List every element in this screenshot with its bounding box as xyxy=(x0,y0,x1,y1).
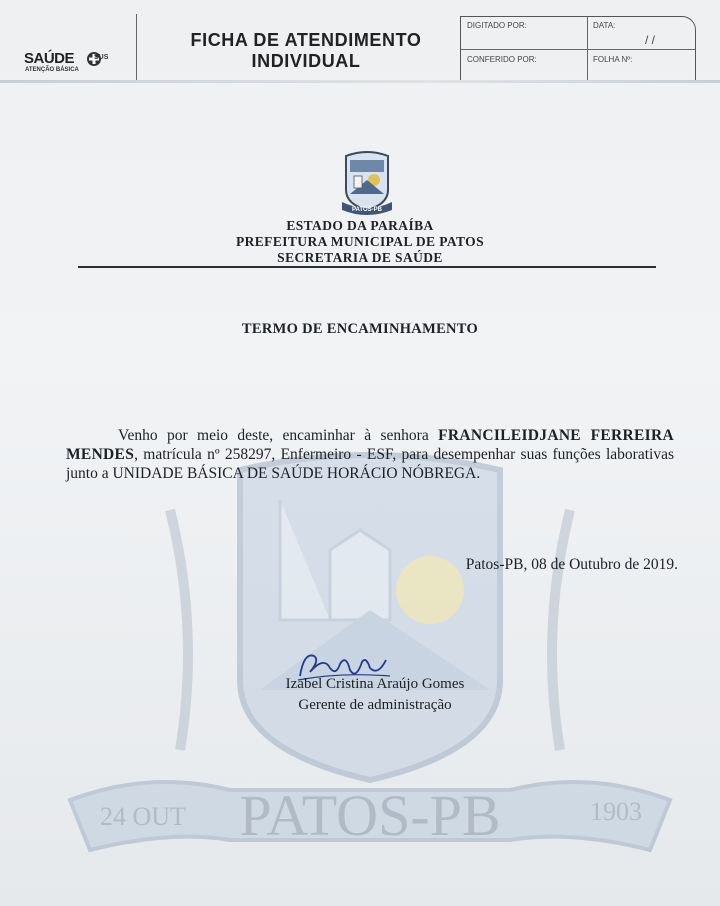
form-title xyxy=(156,30,456,72)
municipal-crest-icon xyxy=(332,150,402,220)
body-paragraph xyxy=(66,426,674,483)
grid-divider-v xyxy=(587,17,588,81)
document-title: TERMO DE ENCAMINHAMENTO xyxy=(241,321,479,337)
saude-logo xyxy=(20,30,140,74)
watermark-date-text: 24 OUT xyxy=(100,802,186,831)
prefecture-name: PREFEITURA MUNICIPAL DE PATOS xyxy=(235,234,484,249)
digitado-por-label: DIGITADO POR: xyxy=(467,21,527,30)
department-name: SECRETARIA DE SAÚDE xyxy=(277,250,443,265)
body-intro: Venho por meio deste, encaminhar à senhora xyxy=(118,427,439,444)
conferido-por-label: CONFERIDO POR: xyxy=(467,55,537,64)
watermark-year-text: 1903 xyxy=(590,797,642,826)
employee-name: FRANCILEIDJANE FERREIRA MENDES xyxy=(66,427,674,463)
institution-header xyxy=(0,218,720,266)
grid-divider-h xyxy=(461,49,695,50)
form-header xyxy=(20,14,696,82)
signatory-name: Izabel Cristina Araújo Gomes xyxy=(285,676,465,692)
logo-saude-text: SAÚDE xyxy=(24,50,75,67)
form-title-line2: INDIVIDUAL xyxy=(251,51,361,71)
header-divider xyxy=(136,14,137,80)
folha-label: FOLHA Nº: xyxy=(593,55,633,64)
signatory-role: Gerente de administração xyxy=(298,697,452,713)
body-rest: , matrícula nº 258297, Enfermeiro - ESF, para desempenhar suas funções laborativas junto a UNIDADE BÁSICA DE SAÚDE HORÁCIO NÓBREGA. xyxy=(66,446,674,482)
form-title-line1: FICHA DE ATENDIMENTO xyxy=(190,30,422,50)
crest-ribbon-text: PATOS-PB xyxy=(351,207,383,213)
state-name: ESTADO DA PARAÍBA xyxy=(286,218,434,233)
place-date: Patos-PB, 08 de Outubro de 2019. xyxy=(465,556,678,573)
date-field: / / xyxy=(645,33,656,47)
watermark-city-text: PATOS-PB xyxy=(239,783,501,848)
esus-label: SUS xyxy=(94,54,109,61)
data-label: DATA: xyxy=(593,21,616,30)
logo-subtitle: ATENÇÃO BÁSICA xyxy=(25,67,79,73)
header-rule xyxy=(78,266,656,268)
paper-overlap-edge xyxy=(0,80,720,83)
form-fields-grid xyxy=(460,16,696,82)
